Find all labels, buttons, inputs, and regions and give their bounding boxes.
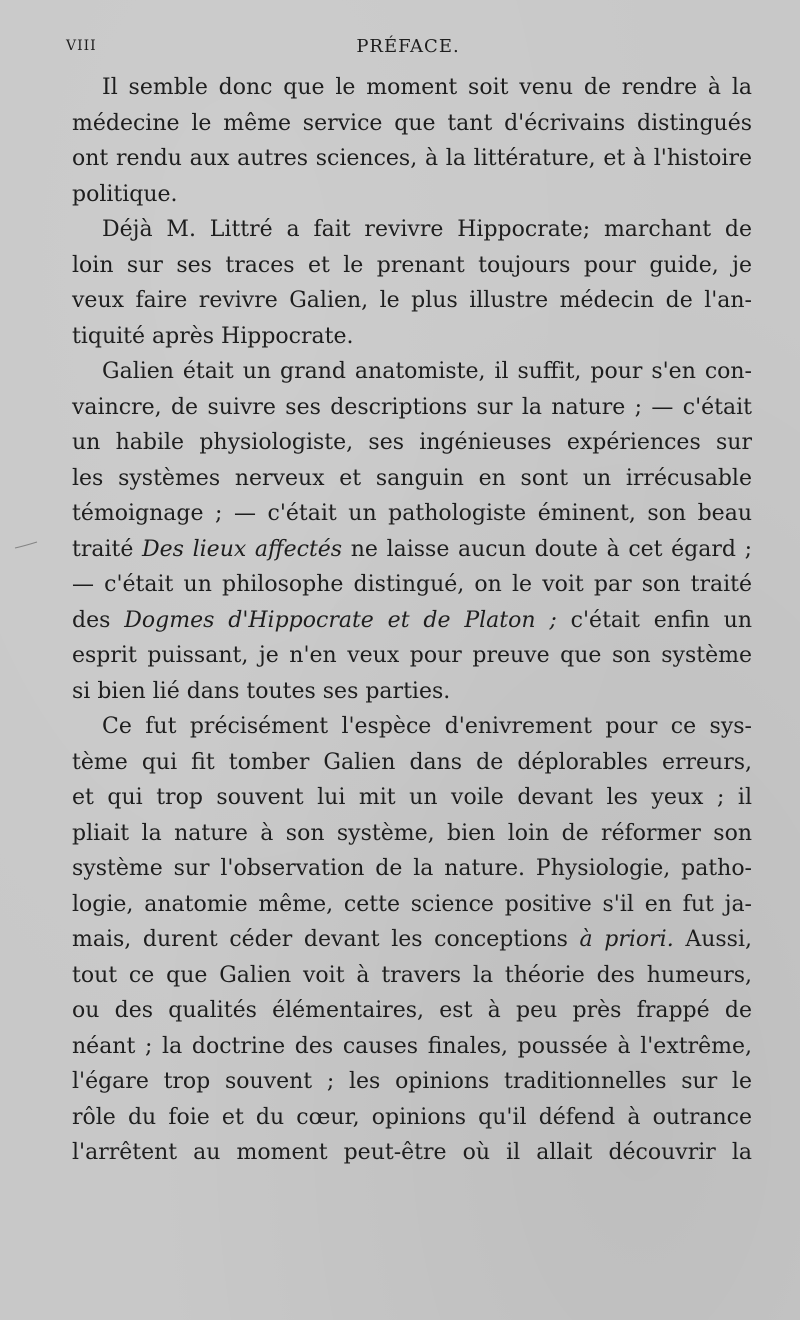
text-line: l'arrêtent au moment peut-être où il allait découvrir la — [72, 1140, 752, 1165]
text-segment: mais, durent céder devant les conceptions — [72, 927, 580, 952]
text-segment: c'était enfin un — [556, 607, 752, 633]
italic-title: à priori. — [579, 927, 674, 952]
text-line: tiquité après Hippocrate. — [72, 323, 354, 349]
text-segment: des — [72, 607, 125, 633]
text-line: et qui trop souvent lui mit un voile devant les yeux ; il — [72, 785, 752, 810]
text-line: tème qui fit tomber Galien dans de déplorables erreurs, — [72, 749, 752, 775]
text-line: veux faire revivre Galien, le plus illustre médecin de l'an- — [72, 288, 752, 313]
text-line — [72, 922, 752, 958]
text-line: néant ; la doctrine des causes finales, poussée à l'extrême, — [72, 1033, 752, 1059]
text-line: pliait la nature à son système, bien loin de réformer son — [72, 820, 752, 846]
text-line: ou des qualités élémentaires, est à peu près frappé de — [72, 998, 752, 1023]
italic-title: Des lieux affectés — [142, 536, 343, 562]
text-line: Ce fut précisément l'espèce d'enivrement pour ce sys- — [102, 714, 752, 739]
text-segment: Aussi, — [673, 927, 752, 952]
text-line: Déjà M. Littré a fait revivre Hippocrate; marchant de — [102, 217, 752, 242]
text-line: Galien était un grand anatomiste, il suffit, pour s'en con- — [102, 359, 752, 384]
text-line: si bien lié dans toutes ses parties. — [72, 678, 451, 704]
text-line: politique. — [72, 181, 178, 207]
text-segment: ne laisse aucun doute à cet égard ; — [342, 536, 752, 562]
text-line: Il semble donc que le moment soit venu de rendre à la — [102, 75, 752, 100]
page-number: VIII — [66, 38, 97, 54]
pencil-margin-mark — [14, 540, 38, 550]
running-head — [66, 36, 750, 62]
text-line: système sur l'observation de la nature. Physiologie, patho- — [72, 856, 752, 881]
text-line: rôle du foie et du cœur, opinions qu'il défend à outrance — [72, 1104, 752, 1130]
text-line: l'égare trop souvent ; les opinions traditionnelles sur le — [72, 1069, 752, 1094]
text-line — [72, 603, 752, 639]
text-line: — c'était un philosophe distingué, on le voit par son traité — [72, 572, 752, 597]
text-line: loin sur ses traces et le prenant toujours pour guide, je — [72, 252, 752, 278]
text-line: les systèmes nerveux et sanguin en sont un irrécusable — [72, 465, 752, 491]
text-line: médecine le même service que tant d'écrivains distingués — [72, 110, 752, 136]
text-line: esprit puissant, je n'en veux pour preuve que son système — [72, 643, 752, 668]
text-line — [72, 532, 752, 568]
running-title: PRÉFACE. — [356, 36, 460, 57]
text-line: ont rendu aux autres sciences, à la littérature, et à l'histoire — [72, 146, 752, 171]
text-line: un habile physiologiste, ses ingénieuses expériences sur — [72, 430, 752, 455]
italic-title: Dogmes d'Hippocrate et de Platon ; — [124, 607, 557, 633]
text-line: témoignage ; — c'était un pathologiste éminent, son beau — [72, 501, 752, 526]
text-line: tout ce que Galien voit à travers la théorie des humeurs, — [72, 962, 752, 988]
text-line: vaincre, de suivre ses descriptions sur la nature ; — c'était — [72, 394, 752, 420]
text-segment: traité — [72, 536, 143, 562]
body-text — [72, 70, 752, 1171]
text-line: logie, anatomie même, cette science positive s'il en fut ja- — [72, 891, 752, 917]
